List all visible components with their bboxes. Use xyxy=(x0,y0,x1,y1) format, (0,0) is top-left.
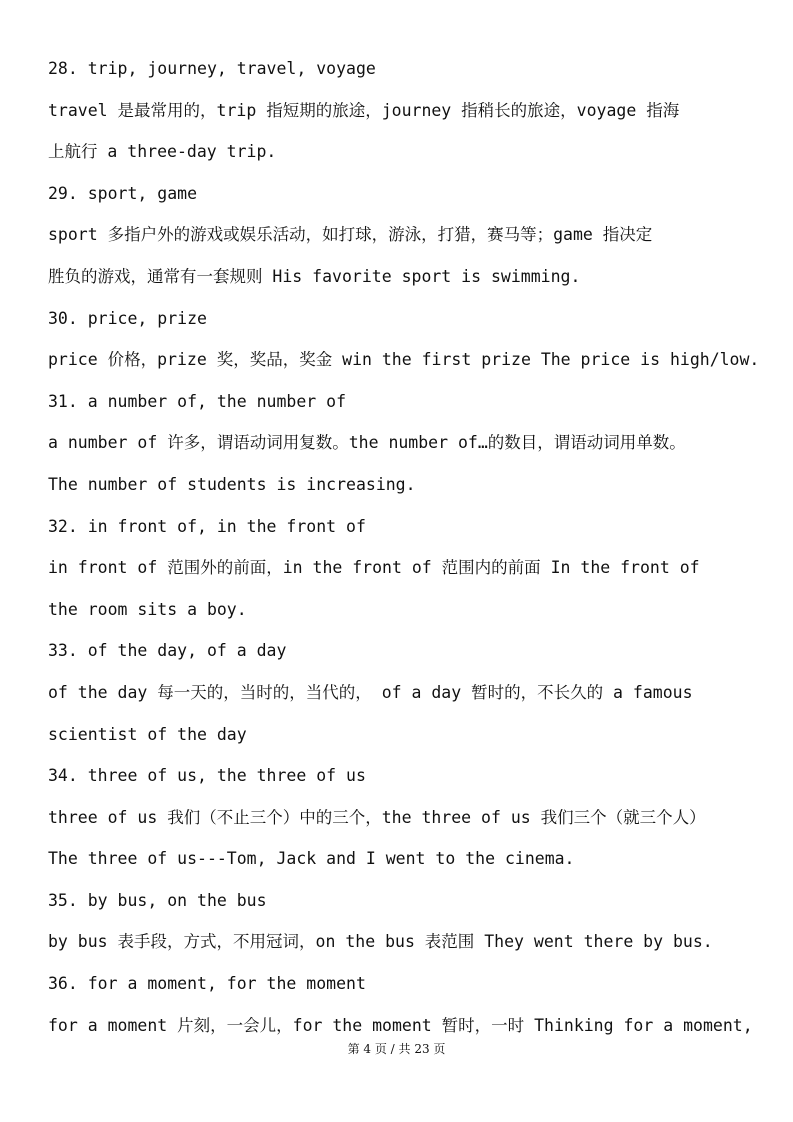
page-footer: 第 4 页 / 共 23 页 xyxy=(347,1042,446,1056)
text-line: 29. sport, game xyxy=(48,183,198,203)
text-line: of the day 每一天的，当时的，当代的， of a day 暂时的，不长久的 a famous xyxy=(48,682,693,702)
text-line: by bus 表手段，方式，不用冠词，on the bus 表范围 They went there by bus. xyxy=(48,932,713,952)
text-line: 30. price, prize xyxy=(48,308,207,328)
text-line: sport 多指户外的游戏或娱乐活动，如打球，游泳，打猎，赛马等；game 指决定 xyxy=(48,225,653,245)
text-line: 35. by bus, on the bus xyxy=(48,890,267,910)
text-line: 36. for a moment, for the moment xyxy=(48,974,366,994)
text-line: 31. a number of, the number of xyxy=(48,391,347,411)
text-line: three of us 我们（不止三个）中的三个，the three of us 我们三个（就三个人） xyxy=(48,807,706,827)
text-line: 上航行 a three-day trip. xyxy=(48,142,277,162)
text-line: 32. in front of, in the front of xyxy=(48,516,366,536)
text-line: the room sits a boy. xyxy=(48,599,247,619)
document-body xyxy=(48,48,783,1046)
text-line: The number of students is increasing. xyxy=(48,474,416,494)
text-line: in front of 范围外的前面，in the front of 范围内的前面 In the front of xyxy=(48,558,700,578)
text-line: for a moment 片刻，一会儿，for the moment 暂时，一时 Thinking for a moment, xyxy=(48,1015,753,1035)
text-line: a number of 许多，谓语动词用复数。the number of…的数目，谓语动词用单数。 xyxy=(48,433,686,453)
text-line: 33. of the day, of a day xyxy=(48,641,287,661)
text-line: The three of us---Tom, Jack and I went to the cinema. xyxy=(48,849,575,869)
text-line: price 价格，prize 奖，奖品，奖金 win the first prize The price is high/low. xyxy=(48,350,760,370)
text-line: 胜负的游戏，通常有一套规则 His favorite sport is swimming. xyxy=(48,266,581,286)
text-line: travel 是最常用的，trip 指短期的旅途，journey 指稍长的旅途，voyage 指海 xyxy=(48,100,680,120)
text-line: 28. trip, journey, travel, voyage xyxy=(48,59,376,78)
text-line: scientist of the day xyxy=(48,724,247,744)
text-line: 34. three of us, the three of us xyxy=(48,766,366,786)
